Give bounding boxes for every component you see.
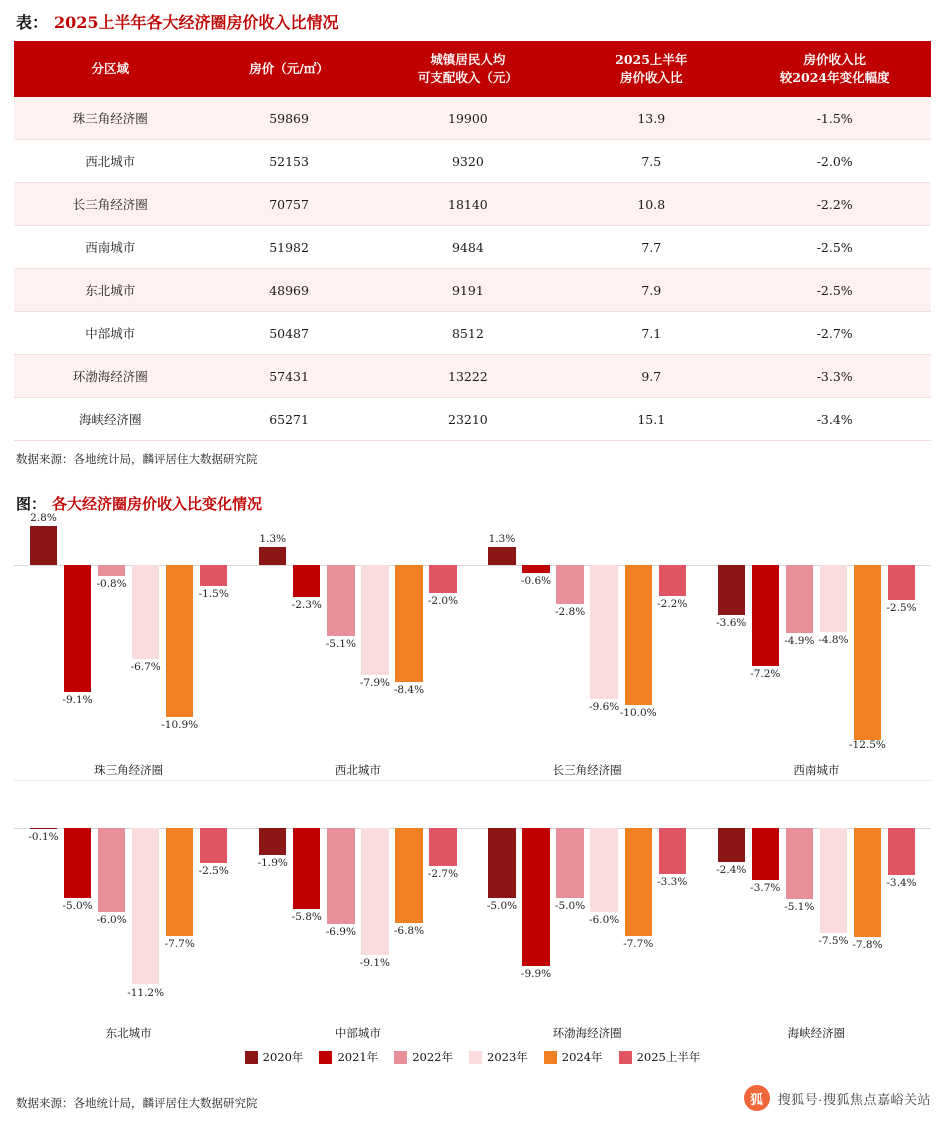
bar-group <box>473 520 702 752</box>
table-row <box>14 140 931 183</box>
bar-value-label: -10.0% <box>619 706 657 719</box>
chart-plot-area <box>243 520 472 752</box>
chart-title-prefix: 图： <box>16 495 47 514</box>
cell-region: 西南城市 <box>14 226 207 269</box>
chart-panel <box>243 783 472 1043</box>
cell-change: -2.0% <box>738 140 931 183</box>
cell-ratio: 9.7 <box>564 355 738 398</box>
bar-value-label: -3.4% <box>886 877 917 890</box>
cell-price: 50487 <box>207 312 372 355</box>
bar <box>259 828 286 855</box>
bar-value-label: -6.0% <box>589 913 620 926</box>
bar-slot <box>750 520 781 752</box>
bar-group <box>14 511 243 752</box>
chart-panel <box>473 783 702 1043</box>
bar-value-label: -7.8% <box>852 938 883 951</box>
legend-swatch <box>619 1051 632 1064</box>
bar <box>327 828 354 924</box>
bar-slot <box>818 783 849 1015</box>
bar-slot <box>486 783 517 1015</box>
bar <box>30 526 57 565</box>
bar-value-label: -6.9% <box>325 926 356 939</box>
chart-panel <box>243 520 472 780</box>
panel-category-label: 海峡经济圈 <box>787 1026 846 1041</box>
bar-slot <box>198 783 229 1015</box>
chart-title <box>14 471 931 520</box>
cell-region: 长三角经济圈 <box>14 183 207 226</box>
bar <box>888 828 915 876</box>
cell-change: -3.4% <box>738 398 931 441</box>
cell-ratio: 7.1 <box>564 312 738 355</box>
chart-panel <box>702 783 931 1043</box>
bar <box>752 828 779 880</box>
bar <box>293 565 320 597</box>
bar <box>556 828 583 898</box>
chart-panel <box>14 511 243 780</box>
bar-group <box>243 520 472 752</box>
legend-item <box>544 1049 603 1065</box>
bar-slot <box>28 783 59 1015</box>
cell-price: 65271 <box>207 398 372 441</box>
bar-value-label: -5.8% <box>291 911 322 924</box>
bar <box>64 828 91 898</box>
bar <box>590 565 617 699</box>
bar-slot <box>96 520 127 752</box>
panel-category-label: 长三角经济圈 <box>552 763 622 778</box>
bar-slot <box>555 783 586 1015</box>
cell-income: 23210 <box>372 398 565 441</box>
legend-label: 2024年 <box>561 1050 603 1065</box>
bar-value-label: -7.7% <box>623 937 654 950</box>
legend-label: 2021年 <box>337 1050 379 1065</box>
panel-category-label: 西北城市 <box>334 763 381 778</box>
bar <box>718 565 745 615</box>
bar-value-label: -3.7% <box>750 881 781 894</box>
table-row <box>14 355 931 398</box>
bar <box>625 565 652 705</box>
bar-value-label: -6.0% <box>96 913 127 926</box>
cell-change: -2.7% <box>738 312 931 355</box>
chart-panel <box>702 520 931 780</box>
table-col-ratio-2025h1: 2025上半年 房价收入比 <box>564 41 738 97</box>
bar <box>259 547 286 565</box>
cell-price: 52153 <box>207 140 372 183</box>
bar-group <box>14 783 243 1015</box>
cell-price: 51982 <box>207 226 372 269</box>
cell-change: -2.2% <box>738 183 931 226</box>
bar <box>522 565 549 573</box>
bar-slot <box>521 783 552 1015</box>
watermark-text: 搜狐号·搜狐焦点嘉峪关站 <box>777 1091 931 1107</box>
bar-slot <box>161 520 199 752</box>
bar <box>98 565 125 576</box>
bar-slot <box>555 520 586 752</box>
bar <box>590 828 617 912</box>
bar-value-label: -9.9% <box>520 968 552 981</box>
bar-value-label: -7.2% <box>750 667 781 680</box>
bar <box>30 828 57 829</box>
legend-label: 2022年 <box>412 1050 453 1065</box>
bar-slot <box>62 520 93 752</box>
cell-income: 13222 <box>372 355 565 398</box>
bar-slot <box>393 520 424 752</box>
bar-value-label: -5.0% <box>62 899 93 912</box>
bar-slot <box>325 783 356 1015</box>
bar-value-label: -11.2% <box>127 986 165 999</box>
cell-income: 8512 <box>372 312 565 355</box>
bar-group <box>243 783 472 1015</box>
bar <box>786 565 813 633</box>
bar-slot <box>427 783 458 1015</box>
bar <box>659 828 686 874</box>
bar-slot <box>62 783 93 1015</box>
bar-slot <box>291 520 322 752</box>
cell-price: 57431 <box>207 355 372 398</box>
bar-value-label: -5.1% <box>325 638 356 651</box>
bar-value-label: -4.8% <box>818 634 849 647</box>
table-row <box>14 183 931 226</box>
bar <box>395 828 422 923</box>
table-body <box>14 97 931 441</box>
bar <box>488 828 515 898</box>
bar <box>820 565 847 632</box>
bar <box>166 828 193 936</box>
bar-slot <box>818 520 849 752</box>
chart-plot-area <box>14 783 243 1015</box>
table-title <box>14 0 931 41</box>
cell-income: 9484 <box>372 226 565 269</box>
bar <box>888 565 915 600</box>
bar-slot <box>623 783 654 1015</box>
table-col-income: 城镇居民人均 可支配收入（元） <box>372 41 565 97</box>
bar-value-label: -5.0% <box>486 899 518 912</box>
cell-region: 东北城市 <box>14 269 207 312</box>
table-source-note: 数据来源：各地统计局，麟评居住大数据研究院 <box>16 452 258 467</box>
bar <box>752 565 779 666</box>
bar <box>361 828 388 955</box>
bar <box>132 828 159 985</box>
bar-value-label: -2.4% <box>716 863 747 876</box>
table-row <box>14 398 931 441</box>
table-row <box>14 312 931 355</box>
bar-slot <box>848 520 886 752</box>
table-row <box>14 226 931 269</box>
bar-slot <box>589 783 620 1015</box>
bar <box>854 565 881 740</box>
chart-panel <box>473 520 702 780</box>
bar-slot <box>164 783 195 1015</box>
panel-category-label: 西南城市 <box>793 763 840 778</box>
chart-source-note: 数据来源：各地统计局，麟评居住大数据研究院 <box>16 1096 258 1111</box>
bar-value-label: -6.8% <box>393 925 425 937</box>
chart-plot-area <box>702 783 931 1015</box>
chart-panel-row-bottom <box>14 783 931 1043</box>
bar-value-label: -9.1% <box>359 957 391 970</box>
bar-slot <box>486 520 517 752</box>
chart-plot-area <box>702 520 931 752</box>
bar-slot <box>784 783 815 1015</box>
cell-region: 珠三角经济圈 <box>14 97 207 140</box>
bar <box>625 828 652 936</box>
bar <box>166 565 193 717</box>
bar-slot <box>257 520 288 752</box>
bar-value-label: -5.1% <box>784 901 815 914</box>
bar <box>200 828 227 863</box>
bar <box>522 828 549 966</box>
bar <box>200 565 227 586</box>
bar-value-label: -1.5% <box>198 587 229 600</box>
bar <box>854 828 881 937</box>
bar-value-label: -4.9% <box>784 635 815 648</box>
bar-value-label: -6.7% <box>130 660 161 673</box>
bar-slot <box>784 520 815 752</box>
table-row <box>14 97 931 140</box>
bar-value-label: 1.3% <box>259 532 287 545</box>
bar-value-label: -7.7% <box>164 937 195 950</box>
table-title-text: 2025上半年各大经济圈房价收入比情况 <box>54 13 339 32</box>
chart-plot-area <box>243 783 472 1015</box>
cell-ratio: 7.5 <box>564 140 738 183</box>
bar-slot <box>325 520 356 752</box>
bar-value-label: -2.7% <box>427 867 459 880</box>
legend-swatch <box>245 1051 258 1064</box>
bar <box>718 828 745 862</box>
cell-ratio: 7.9 <box>564 269 738 312</box>
bar-slot <box>96 783 127 1015</box>
bar-value-label: -2.5% <box>886 601 917 614</box>
chart-panel-row-top <box>14 511 931 780</box>
bar-slot <box>619 520 657 752</box>
bar-value-label: -1.9% <box>257 856 288 869</box>
bar <box>556 565 583 604</box>
panel-category-label: 环渤海经济圈 <box>552 1026 622 1041</box>
bar <box>429 828 456 866</box>
housing-price-income-table <box>14 41 931 441</box>
cell-income: 9320 <box>372 140 565 183</box>
bar-value-label: -7.9% <box>359 677 391 690</box>
legend-item <box>319 1049 378 1065</box>
legend-label: 2020年 <box>262 1050 304 1065</box>
table-title-prefix: 表： <box>16 13 49 32</box>
bar-value-label: -0.1% <box>28 831 59 844</box>
legend-item <box>245 1049 304 1065</box>
cell-region: 海峡经济圈 <box>14 398 207 441</box>
table-header-row <box>14 41 931 97</box>
cell-income: 19900 <box>372 97 565 140</box>
page-footer <box>14 1069 931 1121</box>
bar <box>361 565 388 675</box>
bar-value-label: -2.8% <box>554 606 586 619</box>
cell-ratio: 10.8 <box>564 183 738 226</box>
bar-value-label: -9.6% <box>589 701 620 714</box>
legend-swatch <box>394 1051 407 1064</box>
bar-slot <box>359 520 390 752</box>
bar <box>395 565 422 682</box>
bar-slot <box>130 520 161 752</box>
bar-slot <box>852 783 883 1015</box>
bar-value-label: -10.9% <box>161 719 199 732</box>
bar <box>327 565 354 636</box>
chart-legend <box>14 1043 931 1069</box>
bar-group <box>702 520 931 752</box>
bar <box>132 565 159 659</box>
bar-slot <box>521 520 552 752</box>
chart-panel <box>14 783 243 1043</box>
cell-region: 中部城市 <box>14 312 207 355</box>
bar-value-label: 2.8% <box>30 511 57 524</box>
bar <box>293 828 320 909</box>
bar-value-label: -3.6% <box>716 617 747 630</box>
cell-change: -3.3% <box>738 355 931 398</box>
cell-ratio: 15.1 <box>564 398 738 441</box>
panel-category-label: 中部城市 <box>334 1026 381 1041</box>
legend-label: 2025上半年 <box>636 1050 701 1065</box>
bar-value-label: -9.1% <box>62 694 93 707</box>
chart-title-text: 各大经济圈房价收入比变化情况 <box>52 495 263 514</box>
cell-change: -1.5% <box>738 97 931 140</box>
legend-swatch <box>469 1051 482 1064</box>
bar-slot <box>393 783 424 1015</box>
sohu-logo-icon: 狐 <box>744 1085 770 1111</box>
bar-slot <box>291 783 322 1015</box>
bar-value-label: -0.6% <box>520 575 552 588</box>
cell-region: 环渤海经济圈 <box>14 355 207 398</box>
bar-value-label: -0.8% <box>96 578 127 591</box>
bar-slot <box>359 783 390 1015</box>
cell-change: -2.5% <box>738 269 931 312</box>
chart-plot-area <box>473 783 702 1015</box>
bar <box>786 828 813 899</box>
cell-region: 西北城市 <box>14 140 207 183</box>
bar-slot <box>28 511 59 752</box>
bar-value-label: -2.0% <box>427 594 459 607</box>
table-row <box>14 269 931 312</box>
bar-slot <box>716 783 747 1015</box>
bar-slot <box>886 520 917 752</box>
bar-value-label: -8.4% <box>393 684 425 697</box>
cell-ratio: 13.9 <box>564 97 738 140</box>
cell-price: 48969 <box>207 269 372 312</box>
bar-value-label: -12.5% <box>848 739 886 752</box>
cell-price: 70757 <box>207 183 372 226</box>
cell-income: 9191 <box>372 269 565 312</box>
bar-group <box>473 783 702 1015</box>
panel-category-label: 东北城市 <box>105 1026 152 1041</box>
bar-value-label: 1.3% <box>488 532 516 545</box>
legend-label: 2023年 <box>487 1050 528 1065</box>
legend-item <box>394 1049 453 1065</box>
bar-slot <box>198 520 229 752</box>
chart-plot-area <box>473 520 702 752</box>
bar-group <box>702 783 931 1015</box>
watermark <box>744 1085 931 1111</box>
bar <box>488 547 515 565</box>
table-col-price: 房价（元/㎡） <box>207 41 372 97</box>
bar-value-label: -2.5% <box>198 864 229 877</box>
bar <box>64 565 91 692</box>
bar-slot <box>657 520 688 752</box>
cell-price: 59869 <box>207 97 372 140</box>
cell-change: -2.5% <box>738 226 931 269</box>
legend-swatch <box>544 1051 557 1064</box>
bar-value-label: -3.3% <box>657 876 688 889</box>
legend-item <box>469 1049 528 1065</box>
bar-slot <box>657 783 688 1015</box>
bar <box>429 565 456 593</box>
bar-slot <box>750 783 781 1015</box>
panel-category-label: 珠三角经济圈 <box>94 763 164 778</box>
cell-income: 18140 <box>372 183 565 226</box>
legend-swatch <box>319 1051 332 1064</box>
bar-slot <box>886 783 917 1015</box>
chart-plot-area <box>14 511 243 752</box>
bar-value-label: -5.0% <box>554 899 586 912</box>
cell-ratio: 7.7 <box>564 226 738 269</box>
bar-slot <box>127 783 165 1015</box>
bar-slot <box>716 520 747 752</box>
bar-slot <box>427 520 458 752</box>
bar-value-label: -2.3% <box>291 599 322 612</box>
bar <box>659 565 686 596</box>
chart-row-divider <box>14 780 931 781</box>
bar-slot <box>257 783 288 1015</box>
legend-item <box>619 1049 701 1065</box>
bar-slot <box>589 520 620 752</box>
table-col-change-vs-2024: 房价收入比 较2024年变化幅度 <box>738 41 931 97</box>
table-col-region: 分区域 <box>14 41 207 97</box>
bar-value-label: -7.5% <box>818 934 849 947</box>
bar <box>820 828 847 933</box>
bar-value-label: -2.2% <box>657 597 688 610</box>
bar <box>98 828 125 912</box>
